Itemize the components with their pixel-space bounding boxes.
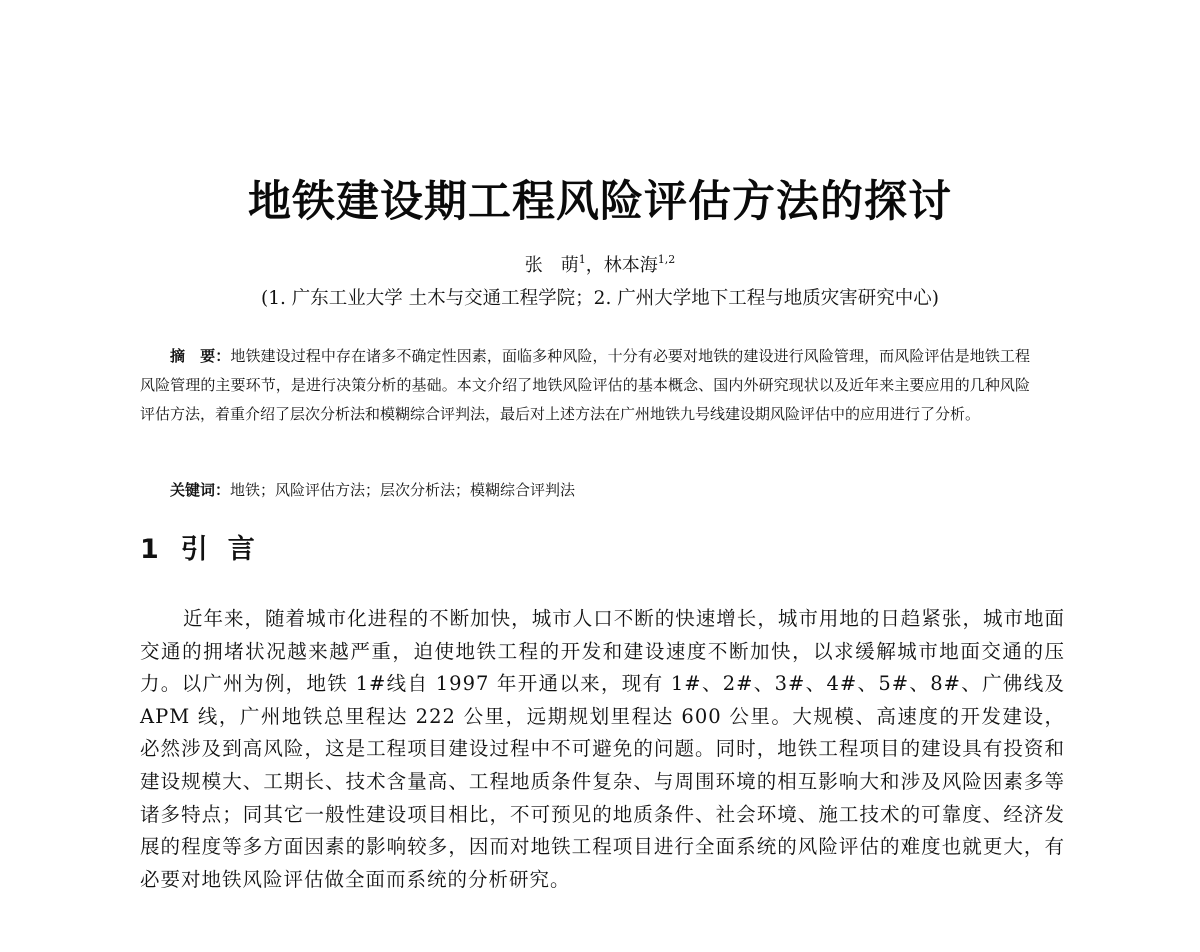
keywords-label: 关键词：: [170, 481, 231, 499]
author-line: [0, 253, 1200, 279]
abstract-block: [140, 342, 1030, 429]
body-paragraph: 近年来，随着城市化进程的不断加快，城市人口不断的快速增长，城市用地的日趋紧张，城市地面交通的拥堵状况越来越严重，迫使地铁工程的开发和建设速度不断加快，以求缓解城市地面交通的压力。以广州为例，地铁 1#线自 1997 年开通以来，现有 1#、2#、3#、4#、5#、8#、广佛线及 APM 线，广州地铁总里程达 222 公里，远期规划里程达 600 公里。大规模、高速度的开发建设，必然涉及到高风险，这是工程项目建设过程中不可避免的问题。同时，地铁工程项目的建设具有投资和建设规模大、工期长、技术含量高、工程地质条件复杂、与周围环境的相互影响大和涉及风险因素多等诸多特点；同其它一般性建设项目相比，不可预见的地质条件、社会环境、施工技术的可靠度、经济发展的程度等多方面因素的影响较多，因而对地铁工程项目进行全面系统的风险评估的难度也就更大，有必要对地铁风险评估做全面而系统的分析研究。: [140, 607, 1065, 891]
keywords-block: [170, 476, 1030, 504]
affiliation-line: (1. 广东工业大学 土木与交通工程学院；2. 广州大学地下工程与地质灾害研究中心): [261, 288, 939, 309]
keywords-text: 地铁；风险评估方法；层次分析法；模糊综合评判法: [230, 481, 576, 499]
section-heading: [140, 530, 275, 570]
abstract-text: 地铁建设过程中存在诸多不确定性因素，面临多种风险，十分有必要对地铁的建设进行风险管理，而风险评估是地铁工程风险管理的主要环节，是进行决策分析的基础。本文介绍了地铁风险评估的基本概念、国内外研究现状以及近年来主要应用的几种风险评估方法，着重介绍了层次分析法和模糊综合评判法，最后对上述方法在广州地铁九号线建设期风险评估中的应用进行了分析。: [140, 347, 1030, 423]
author-1-affil-marker: 1: [578, 253, 586, 266]
author-2-name: 林本海: [603, 255, 658, 276]
abstract-label: 摘 要：: [170, 347, 231, 365]
paper-title: 地铁建设期工程风险评估方法的探讨: [248, 177, 952, 227]
section-title: 引言: [180, 534, 275, 565]
author-separator: ，: [585, 255, 604, 276]
author-2-affil-marker: 1,2: [657, 253, 676, 266]
section-number: 1: [140, 534, 163, 565]
author-1-name: 张 萌: [524, 255, 579, 276]
